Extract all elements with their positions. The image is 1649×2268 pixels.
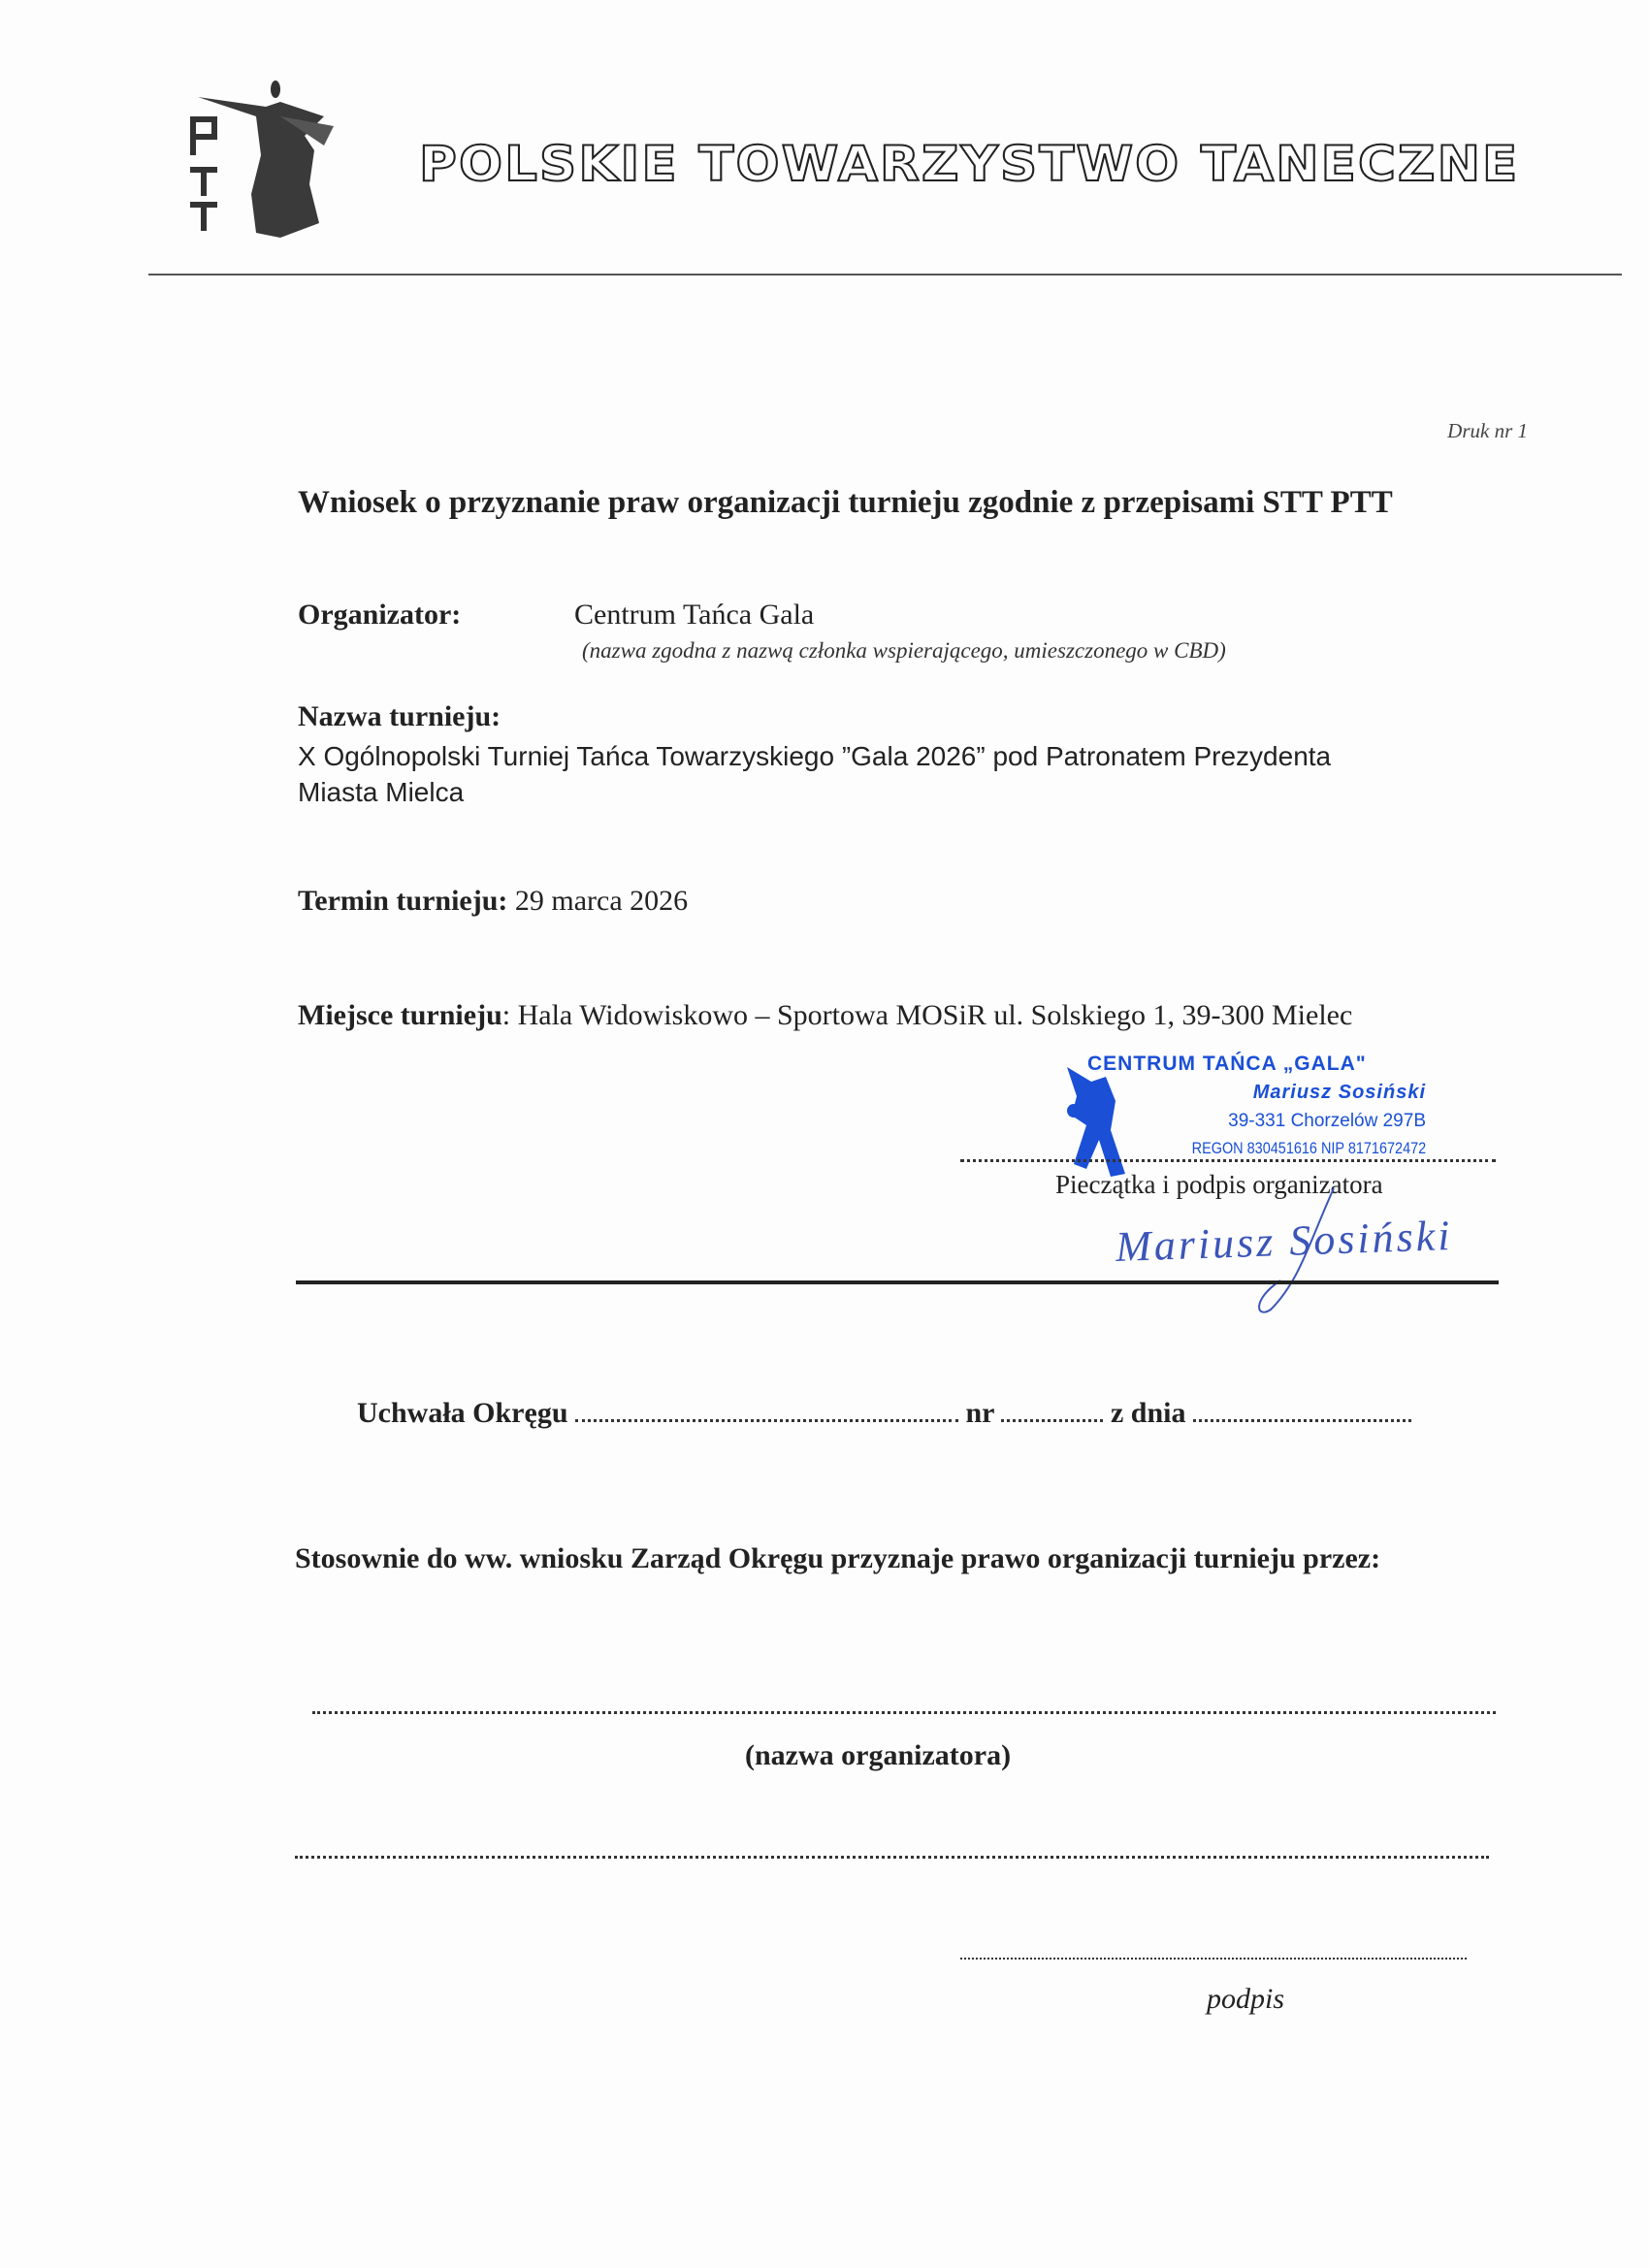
stamp-line1: CENTRUM TAŃCA „GALA" [1087, 1053, 1367, 1075]
organizer-name-caption: (nazwa organizatora) [745, 1739, 1012, 1771]
handwritten-signature: Mariusz Sosiński [1115, 1211, 1454, 1272]
tournament-venue [298, 999, 1352, 1032]
resolution-line [357, 1397, 1411, 1430]
date-label: Termin turnieju: [298, 885, 508, 917]
blank-dotted-line [295, 1856, 1489, 1859]
stamp-line2: Mariusz Sosiński [1252, 1082, 1426, 1103]
tournament-name-line2: Miasta Mielca [298, 777, 465, 807]
podpis-caption: podpis [1207, 1983, 1285, 2015]
document-title: Wniosek o przyznanie praw organizacji turnieju zgodnie z przepisami STT PTT [298, 485, 1393, 520]
venue-label: Miejsce turnieju [298, 999, 502, 1031]
venue-value: : Hala Widowiskowo – Sportowa MOSiR ul. Solskiego 1, 39-300 Mielec [501, 999, 1353, 1031]
stamp-line4: REGON 830451616 NIP 8171672472 [1191, 1139, 1426, 1157]
signature-dotted-line [960, 1159, 1496, 1162]
tournament-date [298, 885, 688, 918]
date-value: 29 marca 2026 [514, 885, 689, 917]
form-number: Druk nr 1 [1447, 419, 1528, 442]
organizer-label: Organizator: [298, 599, 462, 631]
signature-caption: Pieczątka i podpis organizatora [1055, 1170, 1383, 1199]
signature-flourish [1251, 1183, 1348, 1319]
header-title: POLSKIE TOWARZYSTWO TANECZNE [419, 136, 1520, 192]
organizer-name-dotted-line [312, 1711, 1496, 1714]
organizer-hint: (nazwa zgodna z nazwą członka wspierającego, umieszczonego w CBD) [582, 638, 1226, 663]
header-divider [148, 274, 1622, 275]
section-divider [296, 1280, 1499, 1284]
tournament-name-line1: X Ogólnopolski Turniej Tańca Towarzyskiego ”Gala 2026” pod Patronatem Prezydenta [298, 741, 1332, 771]
podpis-dotted-line [960, 1958, 1467, 1960]
resolution-date-label: z dnia [1110, 1397, 1186, 1429]
resolution-nr-label: nr [965, 1397, 994, 1429]
organizer-value: Centrum Tańca Gala [574, 599, 815, 631]
tournament-name-label: Nazwa turnieju: [298, 700, 501, 732]
stamp-line3: 39-331 Chorzelów 297B [1228, 1111, 1426, 1131]
grant-text: Stosownie do ww. wniosku Zarząd Okręgu przyznaje prawo organizacji turnieju przez: [295, 1542, 1381, 1574]
ptt-logo [188, 78, 382, 243]
resolution-label: Uchwała Okręgu [357, 1397, 568, 1429]
